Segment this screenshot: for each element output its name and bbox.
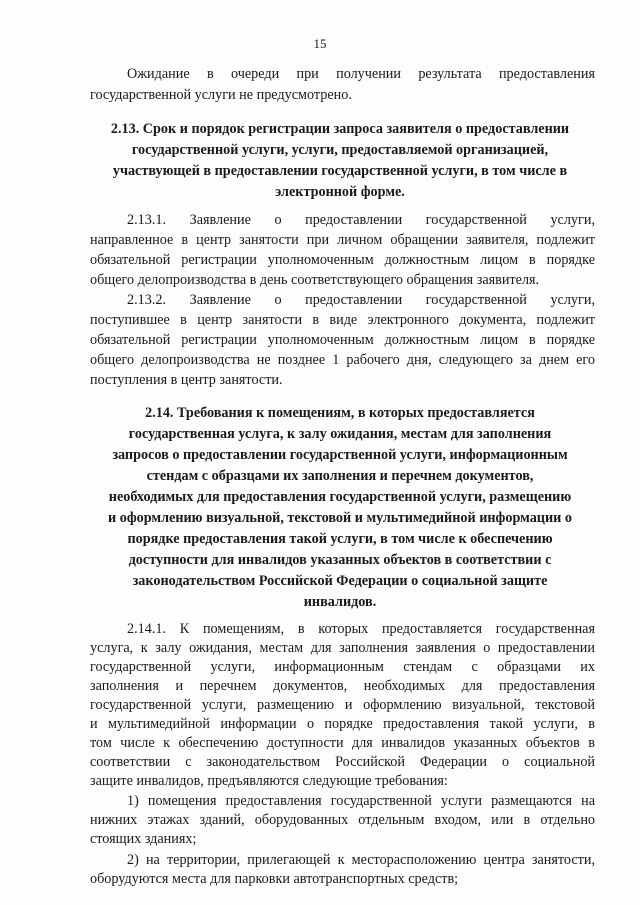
- text-line: 2) на территории, прилегающей к месторасположению центра занятости,: [127, 852, 595, 868]
- text-line: поступления в центр занятости.: [90, 372, 283, 388]
- heading-line: порядке предоставления такой услуги, в том числе к обеспечению: [127, 531, 553, 547]
- text-line: общего делопроизводства не позднее 1 рабочего дня, следующего за днем его: [90, 352, 595, 368]
- text-line: 2.14.1. К помещениям, в которых предоставляется государственная: [127, 621, 595, 637]
- text-line: государственной услуги не предусмотрено.: [90, 87, 352, 103]
- heading-line: государственной услуги, услуги, предоставляемой организацией,: [131, 142, 549, 158]
- heading-line: инвалидов.: [303, 594, 377, 610]
- text-line: защите инвалидов, предъявляются следующие требования:: [90, 773, 448, 789]
- heading-line: необходимых для предоставления государственной услуги, размещению: [108, 489, 572, 505]
- heading-line: и оформлению визуальной, текстовой и мультимедийной информации о: [108, 510, 572, 526]
- text-line: оборудуются места для парковки автотранспортных средств;: [90, 871, 459, 887]
- text-line: направленное в центр занятости при личном обращении заявителя, подлежит: [90, 232, 595, 248]
- text-line: том числе к обеспечению доступности для инвалидов указанных объектов в: [90, 735, 595, 751]
- heading-line: государственная услуга, к залу ожидания, местам для заполнения: [128, 426, 552, 442]
- text-line: соответствии с законодательством Российской Федерации о социальной: [90, 754, 595, 770]
- text-line: 2.13.2. Заявление о предоставлении государственной услуги,: [127, 292, 595, 308]
- text-line: и мультимедийной информации о порядке предоставления такой услуги, в: [90, 716, 595, 732]
- text-line: услуга, к залу ожидания, местам для заполнения заявления о предоставлении: [90, 640, 595, 656]
- heading-line: электронной форме.: [275, 184, 405, 200]
- text-line: нижних этажах зданий, оборудованных отдельным входом, или в отдельно: [90, 812, 595, 828]
- text-line: обязательной регистрации уполномоченным должностным лицом в порядке: [90, 252, 595, 268]
- text-line: общего делопроизводства в день соответствующего обращения заявителя.: [90, 272, 540, 288]
- page-number: 15: [313, 36, 327, 51]
- heading-line: 2.14. Требования к помещениям, в которых предоставляется: [145, 405, 535, 421]
- heading-line: доступности для инвалидов указанных объектов в соответствии с: [128, 552, 552, 568]
- heading-line: 2.13. Срок и порядок регистрации запроса заявителя о предоставлении: [110, 121, 570, 137]
- text-line: обязательной регистрации уполномоченным должностным лицом в порядке: [90, 332, 595, 348]
- text-line: заполнения и перечнем документов, необходимых для предоставления: [90, 678, 595, 694]
- heading-line: стендам с образцами их заполнения и перечнем документов,: [146, 468, 534, 484]
- text-line: Ожидание в очереди при получении результата предоставления: [127, 66, 595, 82]
- text-line: государственной услуги, размещению и оформлению визуальной, текстовой: [90, 697, 595, 713]
- heading-line: участвующей в предоставлении государственной услуги, в том числе в: [112, 163, 568, 179]
- text-line: поступившее в центр занятости в виде электронного документа, подлежит: [90, 312, 595, 328]
- text-line: стоящих зданиях;: [90, 831, 197, 847]
- text-line: государственной услуги, информационным стендам с образцами их: [90, 659, 595, 675]
- text-line: 2.13.1. Заявление о предоставлении государственной услуги,: [127, 212, 595, 228]
- heading-line: запросов о предоставлении государственной услуги, информационным: [112, 447, 568, 463]
- text-line: 1) помещения предоставления государственной услуги размещаются на: [127, 793, 595, 809]
- heading-line: законодательством Российской Федерации о социальной защите: [132, 573, 548, 589]
